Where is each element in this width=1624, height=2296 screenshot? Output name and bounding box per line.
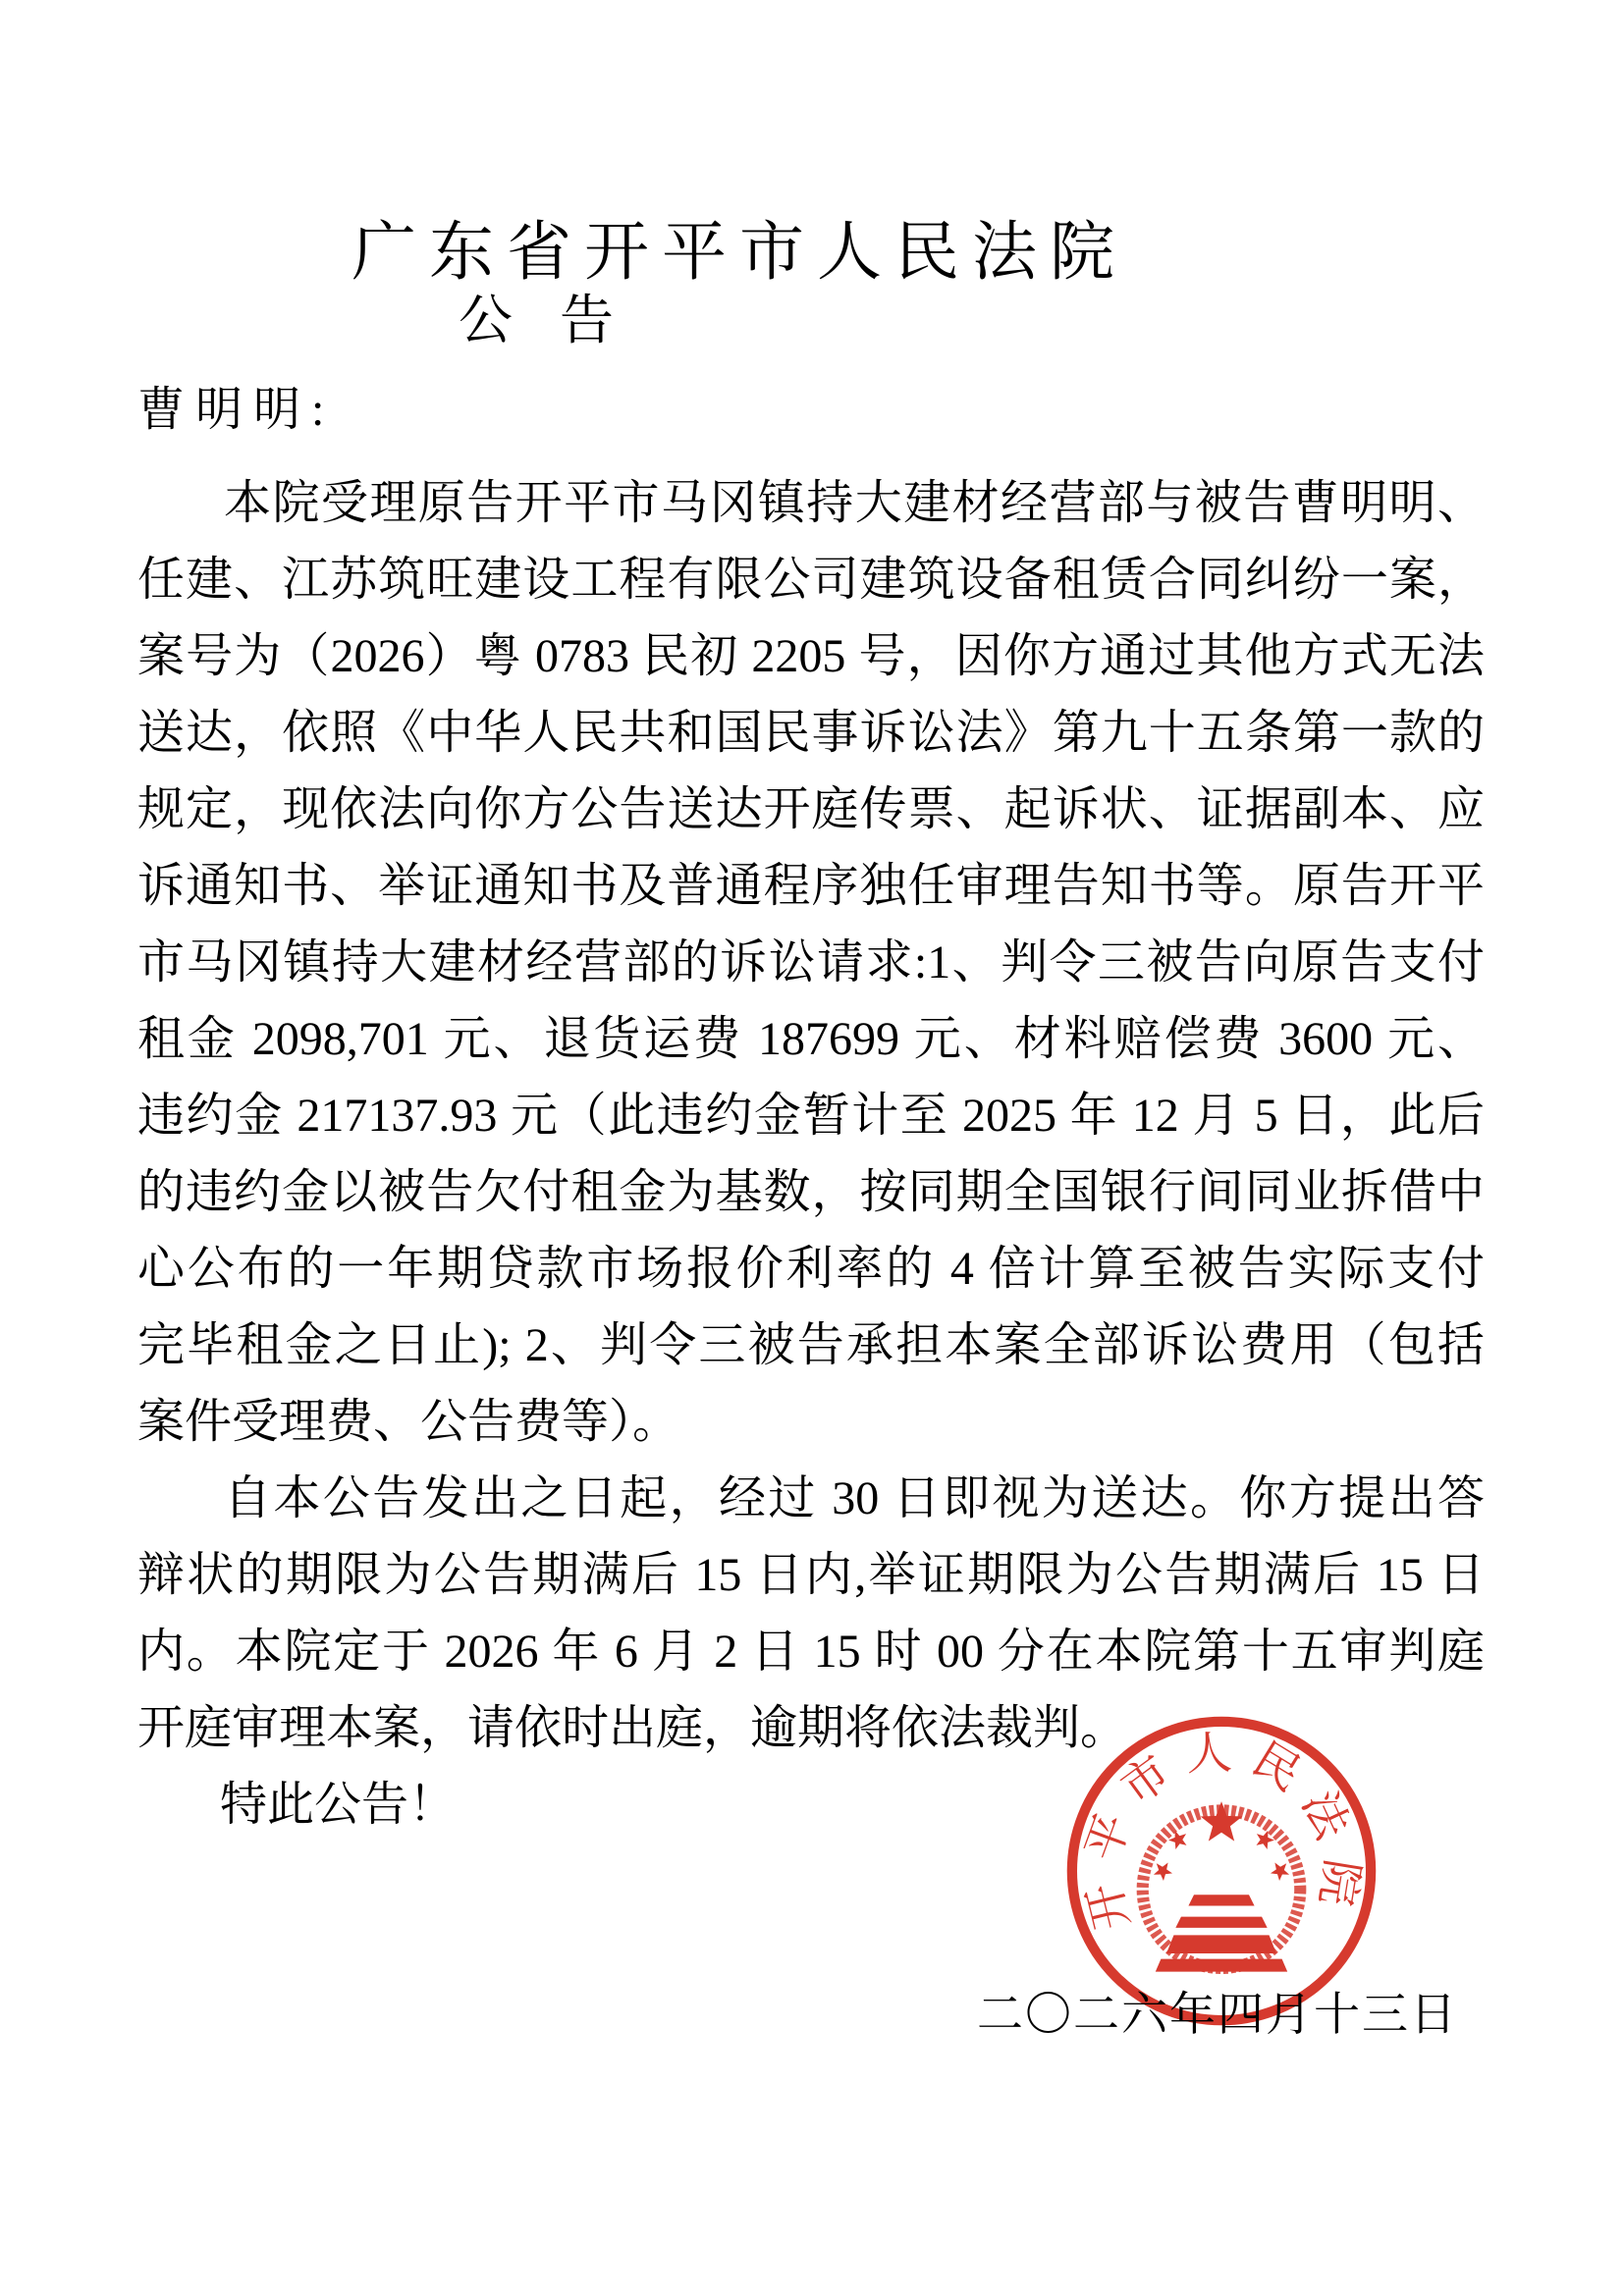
- notice-line: 违约金 217137.93 元（此违约金暂计至 2025 年 12 月 5 日，此后: [137, 1090, 1485, 1142]
- notice-line: 任建、江苏筑旺建设工程有限公司建筑设备租赁合同纠纷一案，: [137, 554, 1485, 606]
- notice-line: 开庭审理本案，请依时出庭，逾期将依法裁判。: [137, 1702, 1128, 1754]
- notice-line: 本院受理原告开平市马冈镇持大建材经营部与被告曹明明、: [224, 477, 1485, 529]
- notice-line: 辩状的期限为公告期满后 15 日内,举证期限为公告期满后 15 日: [137, 1549, 1485, 1601]
- seal-text: 开平市人民法院: [1075, 1727, 1368, 1935]
- court-seal: [1056, 1706, 1386, 2036]
- national-emblem-icon: [1143, 1801, 1301, 1972]
- closing-statement: 特此公告！: [220, 1779, 457, 1831]
- notice-line: 租金 2098,701 元、退货运费 187699 元、材料赔偿费 3600 元、: [137, 1013, 1485, 1065]
- notice-line: 自本公告发出之日起，经过 30 日即视为送达。你方提出答: [224, 1472, 1485, 1524]
- notice-line: 内。本院定于 2026 年 6 月 2 日 15 时 00 分在本院第十五审判庭: [137, 1626, 1485, 1678]
- notice-line: 送达，依照《中华人民共和国民事诉讼法》第九十五条第一款的: [137, 707, 1485, 759]
- notice-line: 案件受理费、公告费等）。: [137, 1396, 680, 1448]
- notice-line: 诉通知书、举证通知书及普通程序独任审理告知书等。原告开平: [137, 860, 1485, 912]
- notice-line: 完毕租金之日止); 2、判令三被告承担本案全部诉讼费用（包括: [137, 1319, 1485, 1371]
- notice-heading: 公告: [459, 291, 662, 350]
- addressee: 曹明明:: [137, 384, 336, 436]
- issue-date: 二〇二六年四月十三日: [977, 1990, 1458, 2041]
- notice-line: 心公布的一年期贷款市场报价利率的 4 倍计算至被告实际支付: [137, 1243, 1485, 1295]
- notice-body: [137, 465, 1485, 1843]
- notice-line: 市马冈镇持大建材经营部的诉讼请求:1、判令三被告向原告支付: [137, 936, 1485, 988]
- page-title: 广东省开平市人民法院: [352, 217, 1127, 289]
- notice-line: 规定，现依法向你方公告送达开庭传票、起诉状、证据副本、应: [137, 783, 1485, 835]
- notice-line: 的违约金以被告欠付租金为基数，按同期全国银行间同业拆借中: [137, 1166, 1485, 1218]
- notice-line: 案号为（2026）粤 0783 民初 2205 号，因你方通过其他方式无法: [137, 630, 1485, 682]
